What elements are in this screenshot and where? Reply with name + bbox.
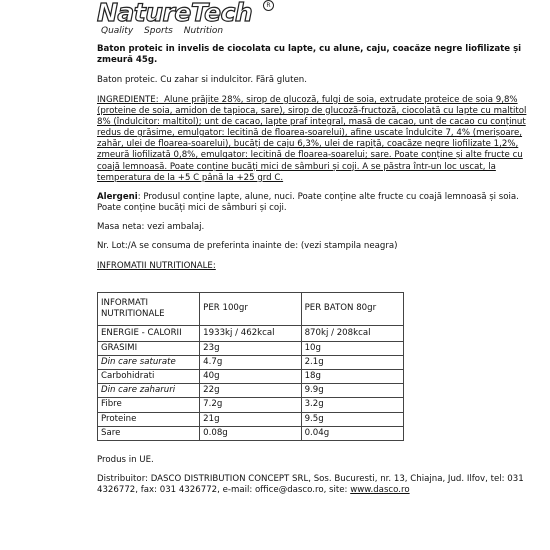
- net-weight: Masa neta: vezi ambalaj.: [97, 222, 205, 233]
- row-perbar: 9.5g: [301, 412, 403, 426]
- allergens-label: Alergeni: [97, 191, 138, 202]
- row-name: ENERGIE - CALORII: [98, 325, 200, 341]
- row-perbar: 0.04g: [301, 426, 403, 440]
- nutrition-heading: INFROMATII NUTRITIONALE:: [97, 260, 216, 271]
- table-row: [98, 384, 404, 398]
- row-perbar: 18g: [301, 370, 403, 384]
- row-perbar: 2.1g: [301, 355, 403, 369]
- table-row: [98, 341, 404, 355]
- nutrition-table-header: [98, 292, 404, 325]
- row-perbar: 9.9g: [301, 384, 403, 398]
- product-description: Baton proteic. Cu zahar si indulcitor. Fără gluten.: [97, 75, 307, 86]
- product-title: Baton proteic in invelis de ciocolata cu lapte, cu alune, caju, coacăze negre liofilizate și zmeură 45g.: [97, 44, 522, 66]
- row-name: Din care saturate: [98, 355, 200, 369]
- row-name: Proteine: [98, 412, 200, 426]
- table-row: [98, 426, 404, 440]
- registered-mark-icon: R: [263, 0, 274, 11]
- row-name: GRASIMI: [98, 341, 200, 355]
- row-per100: 40g: [200, 370, 301, 384]
- table-row: [98, 370, 404, 384]
- brand-tagline: Quality Sports Nutrition: [101, 26, 224, 36]
- header-cell-per100: PER 100gr: [200, 292, 301, 325]
- header-cell-name: INFORMATI NUTRITIONALE: [98, 292, 200, 325]
- table-row: [98, 412, 404, 426]
- brand-name: NatureTech: [97, 0, 253, 27]
- lot-info: Nr. Lot:/A se consuma de preferinta inainte de: (vezi stampila neagra): [97, 241, 398, 252]
- row-per100: 4.7g: [200, 355, 301, 369]
- website-link[interactable]: www.dasco.ro: [350, 485, 410, 496]
- origin: Produs in UE.: [97, 454, 154, 465]
- row-per100: 23g: [200, 341, 301, 355]
- header-cell-perbar: PER BATON 80gr: [301, 292, 403, 325]
- row-per100: 22g: [200, 384, 301, 398]
- row-perbar: 870kj / 208kcal: [301, 325, 403, 341]
- ingredients-paragraph: [97, 95, 527, 184]
- row-per100: 7.2g: [200, 398, 301, 412]
- row-perbar: 10g: [301, 341, 403, 355]
- brand-logo: [97, 2, 297, 38]
- row-name: Sare: [98, 426, 200, 440]
- ingredients-text: Alune prăjite 28%, sirop de glucoză, fulgi de soia, extrudate proteice de soia 9,8% (proteine de soia, amidon de tapioca, sare), sirop de glucoză-fructoză, ciocolată cu lapte cu maltitol 8% (îndulcitor: maltitol); unt de cacao, lapte praf integral, masă de cacao, unt de cacao cu conținut redus de grăsime, emulgator: lecitină de floarea-soarelui), afine uscate îndulcite 7, 4% (merișoare, zahăr, ulei de floarea-soarelui), bucăți de caju 6,3%, ulei de rapiță, coacăze negre liofilizate 1,2%, zmeură liofilizată 0,8%, emulgator: lecitină de floarea-soarelui; sare. Poate conține și alte fructe cu coajă lemnoasă. Poate conține bucăți mici de sâmburi și coji. A se păstra într-un loc uscat, la temperatura de la +5 C până la +25 grd C.: [97, 94, 527, 183]
- allergens-text: : Produsul conține lapte, alune, nuci. Poate conține alte fructe cu coajă lemnoasă și soia. Poate conține bucăți mici de sâmburi și coji.: [97, 191, 519, 214]
- ingredients-label: INGREDIENTE:: [97, 94, 159, 105]
- row-perbar: 3.2g: [301, 398, 403, 412]
- table-row: [98, 398, 404, 412]
- row-per100: 0.08g: [200, 426, 301, 440]
- row-name: Carbohidrati: [98, 370, 200, 384]
- table-row: [98, 355, 404, 369]
- label-content: [97, 44, 527, 504]
- distributor-paragraph: [97, 474, 527, 496]
- distributor-text: Distribuitor: DASCO DISTRIBUTION CONCEPT SRL, Sos. Bucuresti, nr. 13, Chiajna, Jud. Ilfov, tel: 031 4326772, fax: 031 4326772, e-mail: office@dasco.ro, site:: [97, 474, 524, 496]
- row-name: Din care zaharuri: [98, 384, 200, 398]
- row-per100: 21g: [200, 412, 301, 426]
- row-per100: 1933kj / 462kcal: [200, 325, 301, 341]
- nutrition-table: [97, 292, 404, 441]
- table-row: [98, 325, 404, 341]
- allergens-paragraph: [97, 192, 527, 214]
- row-name: Fibre: [98, 398, 200, 412]
